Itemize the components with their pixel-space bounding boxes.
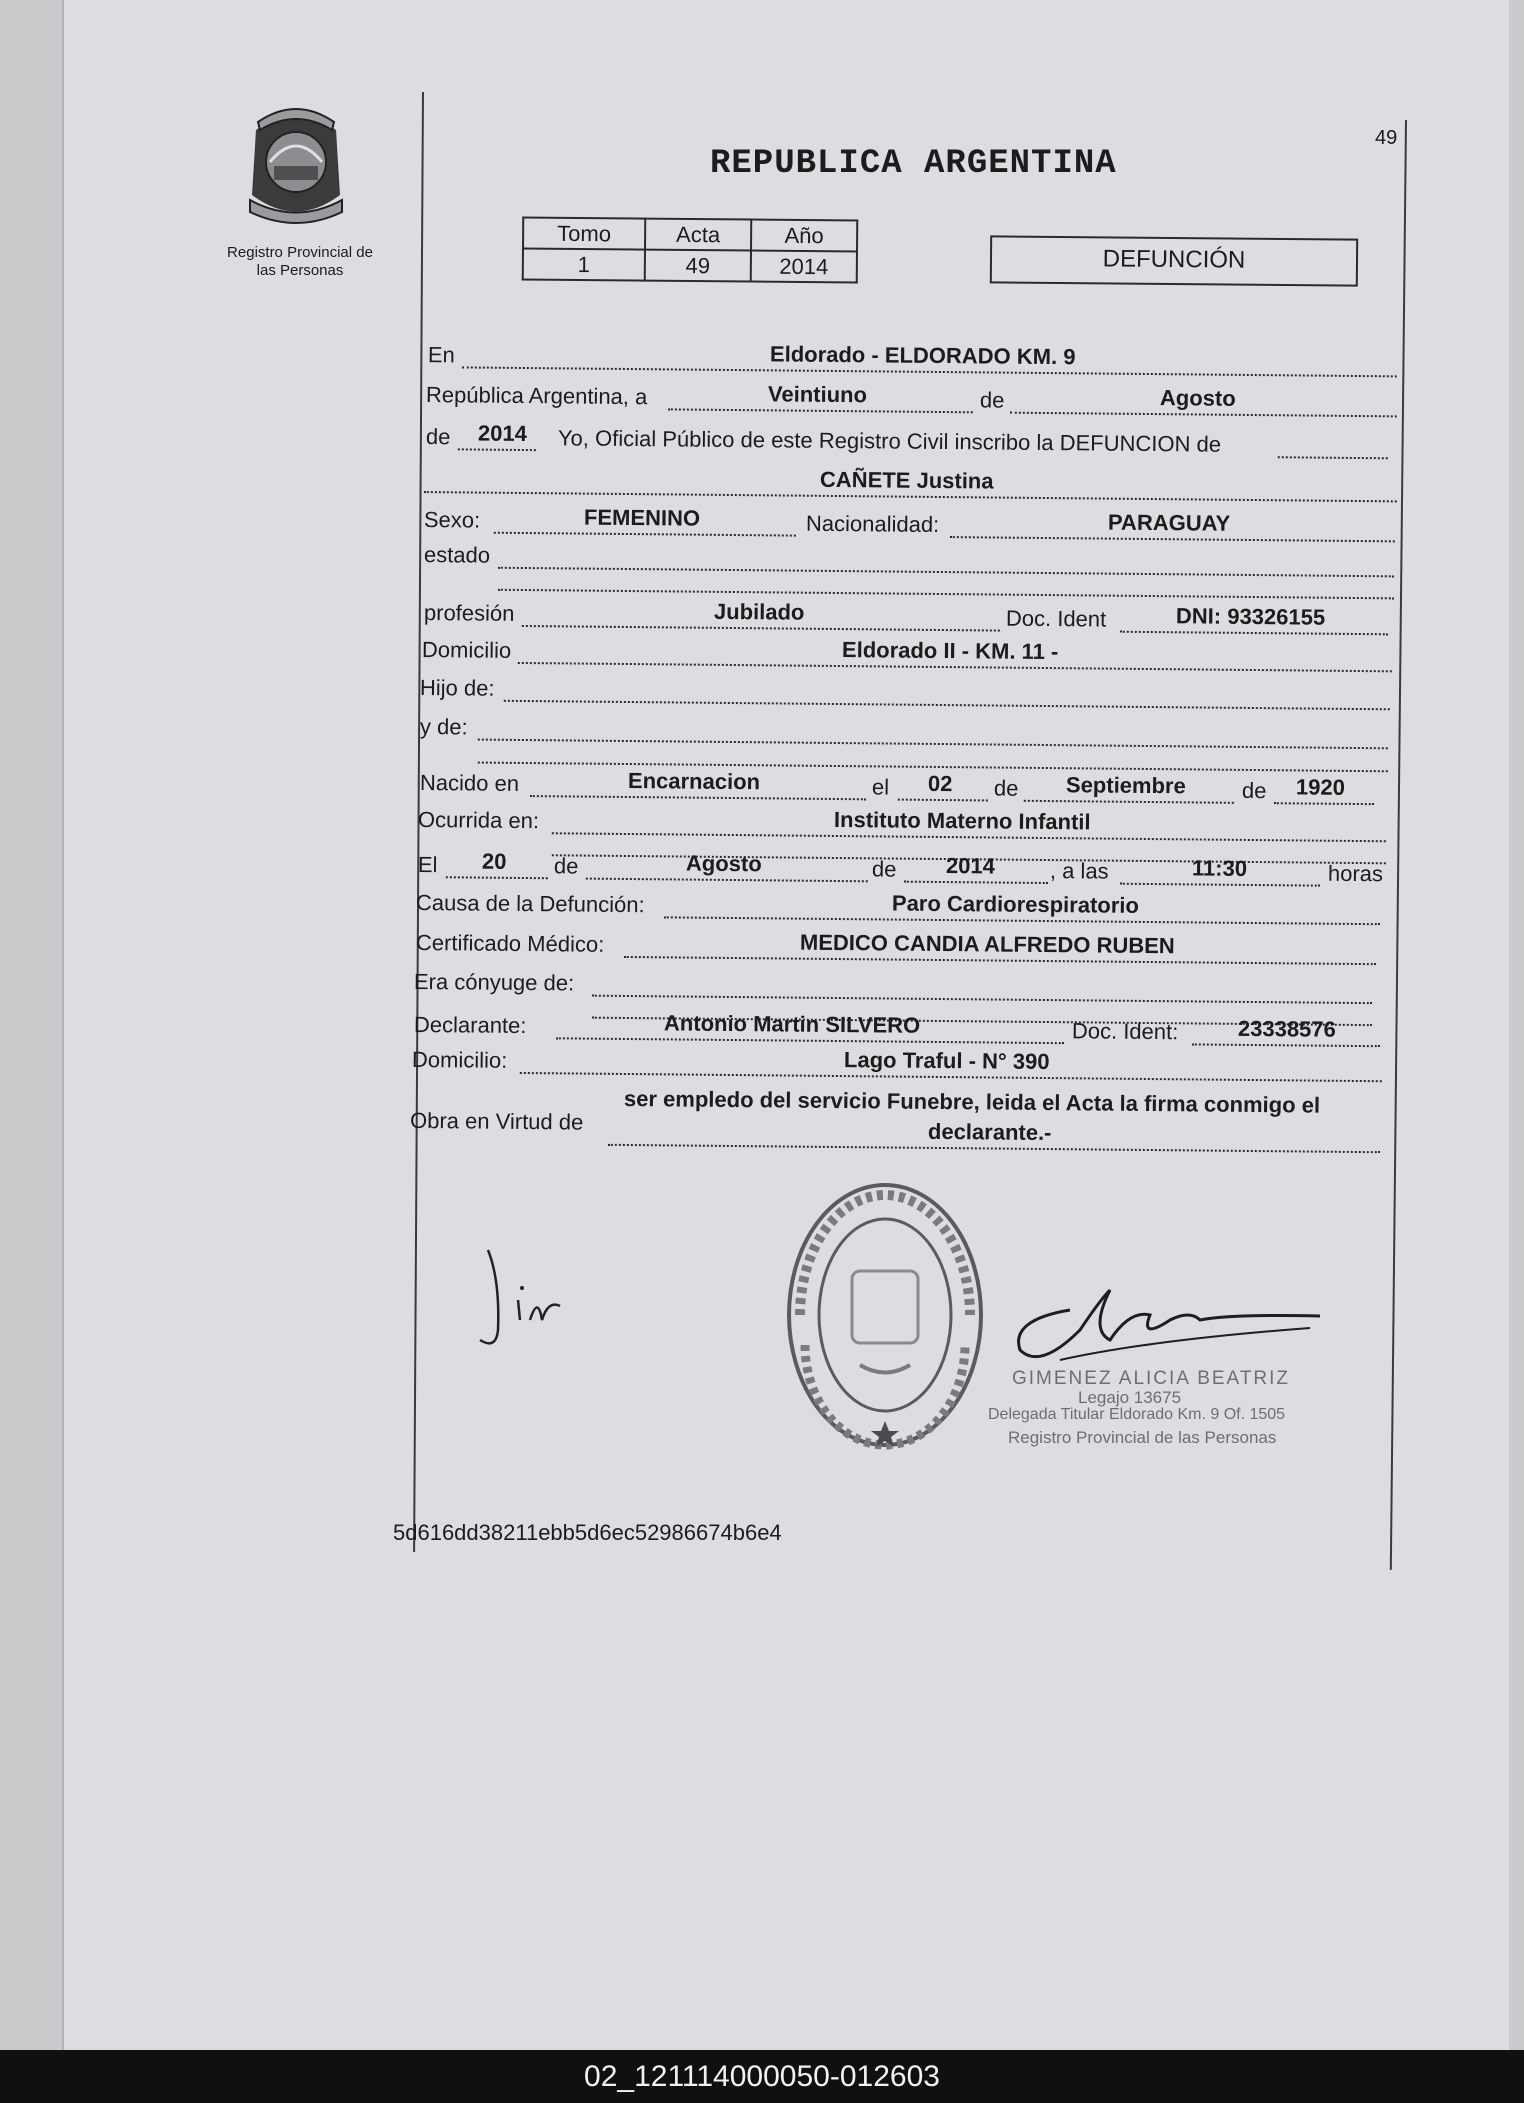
El-label: El bbox=[417, 851, 438, 878]
doc-value: DNI: 93326155 bbox=[1175, 603, 1326, 630]
causa-label: Causa de la Defunción: bbox=[415, 889, 645, 918]
nac-dia-value: 02 bbox=[927, 770, 953, 797]
registry-label bbox=[210, 244, 390, 280]
registry-label-line1: Registro Provincial de bbox=[227, 244, 373, 261]
causa-value: Paro Cardiorespiratorio bbox=[891, 890, 1140, 918]
de-label-2: de bbox=[425, 424, 451, 450]
declarante-label: Declarante: bbox=[413, 1011, 527, 1039]
anio-value: 2014 bbox=[751, 251, 857, 283]
nacionalidad-label: Nacionalidad: bbox=[805, 510, 940, 537]
record-reference-table bbox=[522, 217, 859, 284]
obra-value-1: ser empledo del servicio Funebre, leida el Acta la firma conmigo el bbox=[623, 1085, 1321, 1118]
nacido-value: Encarnacion bbox=[627, 767, 761, 795]
doc2-label: Doc. Ident: bbox=[1071, 1018, 1179, 1045]
doc-label: Doc. Ident bbox=[1005, 605, 1107, 632]
domicilio2-value: Lago Traful - N° 390 bbox=[843, 1047, 1050, 1075]
en-label: En bbox=[427, 342, 455, 368]
nacido-label: Nacido en bbox=[419, 770, 520, 796]
registry-label-line2: las Personas bbox=[256, 262, 344, 279]
yo-line bbox=[1278, 436, 1388, 459]
page-number: 49 bbox=[1375, 127, 1398, 149]
tomo-header: Tomo bbox=[523, 218, 645, 250]
anio-value: 2014 bbox=[477, 420, 528, 447]
document-hash: 5d616dd38211ebb5d6ec52986674b6e4 bbox=[393, 1520, 782, 1545]
declarant-signature bbox=[470, 1240, 600, 1360]
obra-label: Obra en Virtud de bbox=[409, 1107, 584, 1135]
nac-mes-value: Septiembre bbox=[1065, 772, 1186, 799]
official-org: Registro Provincial de las Personas bbox=[1008, 1428, 1277, 1447]
ocurrida-value: Instituto Materno Infantil bbox=[833, 806, 1091, 835]
cert-value: MEDICO CANDIA ALFREDO RUBEN bbox=[799, 929, 1175, 959]
horas-label: horas bbox=[1327, 860, 1384, 887]
def-dia-value: 20 bbox=[481, 848, 507, 874]
dia-value: Veintiuno bbox=[767, 381, 868, 408]
republica-label: República Argentina, a bbox=[425, 382, 648, 410]
official-name: GIMENEZ ALICIA BEATRIZ bbox=[1012, 1368, 1291, 1389]
domicilio2-label: Domicilio: bbox=[411, 1046, 508, 1073]
obra-value-2: declarante.- bbox=[927, 1118, 1052, 1146]
cert-label: Certificado Médico: bbox=[415, 929, 605, 957]
hijo-label: Hijo de: bbox=[419, 675, 495, 701]
document-type-box: DEFUNCIÓN bbox=[990, 235, 1358, 286]
def-anio-value: 2014 bbox=[945, 853, 996, 879]
profesion-value: Jubilado bbox=[713, 598, 805, 625]
official-legajo: Legajo 13675 bbox=[1078, 1388, 1182, 1407]
acta-header: Acta bbox=[645, 219, 751, 251]
de-label: de bbox=[979, 387, 1005, 413]
de-label-5: de bbox=[553, 853, 579, 879]
ocurrida-label: Ocurrida en: bbox=[417, 806, 540, 834]
official-cargo: Delegada Titular Eldorado Km. 9 Of. 1505 bbox=[988, 1406, 1286, 1423]
mes-value: Agosto bbox=[1159, 385, 1236, 411]
misiones-coat-of-arms bbox=[236, 100, 356, 230]
lugar-value: Eldorado - ELDORADO KM. 9 bbox=[769, 341, 1076, 370]
doc2-value: 23338576 bbox=[1237, 1015, 1336, 1042]
nac-anio-value: 1920 bbox=[1295, 774, 1346, 800]
de-label-3: de bbox=[993, 775, 1019, 801]
sexo-label: Sexo: bbox=[423, 507, 481, 533]
yo-label: Yo, Oficial Público de este Registro Civil inscribo la DEFUNCION de bbox=[557, 425, 1222, 457]
official-signature bbox=[1000, 1270, 1330, 1380]
page-title: REPUBLICA ARGENTINA bbox=[710, 145, 1117, 183]
domicilio-label: Domicilio bbox=[421, 637, 512, 663]
estado-label: estado bbox=[423, 542, 491, 568]
de-label-6: de bbox=[871, 856, 897, 882]
conyuge-label: Era cónyuge de: bbox=[413, 968, 575, 996]
profesion-label: profesión bbox=[423, 600, 515, 626]
el-label: el bbox=[871, 774, 890, 800]
nacionalidad-value: PARAGUAY bbox=[1107, 509, 1231, 536]
hora-value: 11:30 bbox=[1191, 855, 1248, 881]
acta-value: 49 bbox=[645, 250, 751, 282]
domicilio-value: Eldorado II - KM. 11 - bbox=[841, 637, 1059, 665]
alas-label: , a las bbox=[1049, 858, 1109, 884]
sexo-value: FEMENINO bbox=[583, 504, 701, 531]
def-mes-value: Agosto bbox=[685, 850, 762, 877]
anio-header: Año bbox=[751, 220, 857, 252]
tomo-value: 1 bbox=[523, 249, 645, 281]
declarante-value: Antonio Martin SILVERO bbox=[663, 1010, 921, 1038]
yde-label: y de: bbox=[419, 714, 468, 740]
nombre-value: CAÑETE Justina bbox=[819, 466, 994, 494]
footer-id-bar: 02_121114000050-012603 bbox=[0, 2050, 1524, 2103]
official-seal-stamp bbox=[780, 1175, 990, 1455]
de-label-4: de bbox=[1241, 777, 1267, 804]
